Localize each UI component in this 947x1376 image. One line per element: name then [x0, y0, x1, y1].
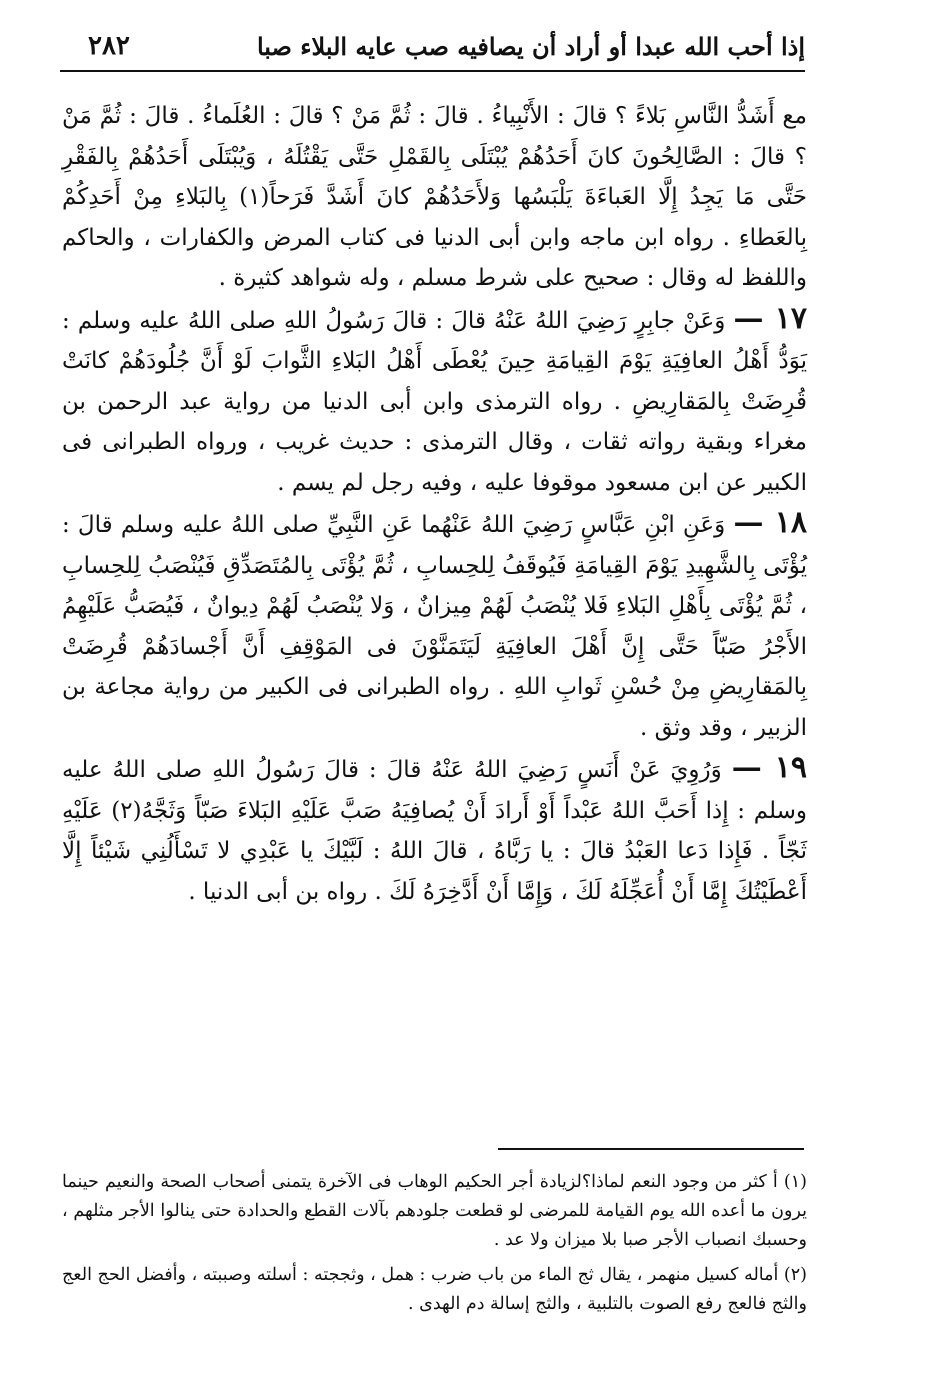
hadith-number: ١٨ — [733, 505, 807, 540]
page-number: ٢٨٢ [88, 31, 130, 61]
paragraph-text: وَرُوِيَ عَنْ أَنَسٍ رَضِيَ اللهُ عَنْهُ قالَ : قالَ رَسُولُ اللهِ صلى اللهُ عليه وسلم : إِذا أَحَبَّ اللهُ عَبْداً أَوْ أَرادَ أَنْ يُصافِيَهُ صَبَّ عَلَيْهِ البَلاءَ صَبّاً وَثَجَّهُ(٢) عَلَيْهِ ثَجّاً . فَإِذا دَعا العَبْدُ قالَ : يا رَبَّاهُ ، قالَ اللهُ : لَبَّيْكَ يا عَبْدِي لا تَسْأَلُنِي شَيْئاً إِلَّا أَعْطَيْتُكَ إِمَّا أَنْ أُعَجِّلَهُ لَكَ ، وَإِمَّا أَنْ أَدَّخِرَهُ لَكَ . رواه بن أبى الدنيا . [62, 757, 807, 905]
footnote-1: (١) أ كثر من وجود النعم لماذا؟لزيادة أجر الحكيم الوهاب فى الآخرة يتمنى أصحاب الصحة والنعيم حينما يرون ما أعده الله يوم القيامة للمرضى لو قطعت جلودهم بآلات القطع والحدادة حتى ينالوا الأجر مثلهم ، وحسبك انصباب الأجر صبا بلا ميزان ولا عد . [62, 1172, 807, 1250]
footnotes [62, 1168, 807, 1325]
footnote-separator [498, 1148, 804, 1150]
running-title: إذا أحب الله عبدا أو أراد أن يصافيه صب عايه البلاء صبا [256, 31, 805, 61]
footnote-2: (٢) أماله كسيل منهمر ، يقال ثج الماء من باب ضرب : همل ، وثججته : أسلته وصببته ، وأفضل الحج العج والثج فالعج رفع الصوت بالتلبية ، والثج إسالة دم الهدى . [62, 1265, 807, 1314]
hadith-17 [62, 299, 807, 504]
paragraph-text: وَعَنْ جابِرٍ رَضِيَ اللهُ عَنْهُ قالَ : قالَ رَسُولُ اللهِ صلى اللهُ عليه وسلم : يَوَدُّ أَهْلُ العافِيَةِ يَوْمَ القِيامَةِ حِينَ يُعْطَى أَهْلُ البَلاءِ الثَّوابَ لَوْ أَنَّ جُلُودَهُمْ كانَتْ قُرِضَتْ بِالمَقارِيضِ . رواه الترمذى وابن أبى الدنيا من رواية عبد الرحمن بن مغراء وبقية رواته ثقات ، وقال الترمذى : حديث غريب ، ورواه الطبرانى فى الكبير عن ابن مسعود موقوفا عليه ، وفيه رجل لم يسم . [62, 307, 807, 496]
paragraph-text: مع أَشَدُّ النَّاسِ بَلاءً ؟ قالَ : الأَنْبِياءُ . قالَ : ثُمَّ مَنْ ؟ قالَ : العُلَماءُ . قالَ : ثُمَّ مَنْ ؟ قالَ : الصَّالِحُونَ كانَ أَحَدُهُمْ يُبْتَلَى بِالقَمْلِ حَتَّى يَقْتُلَهُ ، وَيُبْتَلَى أَحَدُهُمْ بِالفَقْرِ حَتَّى مَا يَجِدُ إِلَّا العَباءَةَ يَلْبَسُها وَلأَحَدُهُمْ كانَ أَشَدَّ فَرَحاً(١) بِالبَلاءِ مِنْ أَحَدِكُمْ بِالعَطاءِ . رواه ابن ماجه وابن أبى الدنيا فى كتاب المرض والكفارات ، والحاكم واللفظ له وقال : صحيح على شرط مسلم ، وله شواهد كثيرة . [62, 103, 807, 291]
paragraph-text: وَعَنِ ابْنِ عَبَّاسٍ رَضِيَ اللهُ عَنْهُما عَنِ النَّبِيِّ صلى اللهُ عليه وسلم قالَ : يُؤْتَى بِالشَّهِيدِ يَوْمَ القِيامَةِ فَيُوقَفُ لِلحِسابِ ، ثُمَّ يُؤْتَى بِالمُتَصَدِّقِ فَيُنْصَبُ لِلحِسابِ ، ثُمَّ يُؤْتَى بِأَهْلِ البَلاءِ فَلا يُنْصَبُ لَهُمْ مِيزانٌ ، وَلا يُنْصَبُ لَهُمْ دِيوانٌ ، فَيُصَبُّ عَلَيْهِمُ الأَجْرُ صَبّاً حَتَّى إِنَّ أَهْلَ العافِيَةِ لَيَتَمَنَّوْنَ فى المَوْقِفِ أَنَّ أَجْسادَهُمْ قُرِضَتْ بِالمَقارِيضِ مِنْ حُسْنِ ثَوابِ اللهِ . رواه الطبرانى فى الكبير من رواية مجاعة بن الزبير ، وقد وثق . [62, 512, 807, 741]
page-header [60, 22, 805, 72]
paragraph-continuation [62, 94, 807, 299]
hadith-number: ١٩ — [731, 750, 807, 785]
main-text [62, 94, 807, 912]
hadith-18 [62, 503, 807, 748]
hadith-19 [62, 748, 807, 912]
hadith-number: ١٧ — [733, 300, 808, 336]
